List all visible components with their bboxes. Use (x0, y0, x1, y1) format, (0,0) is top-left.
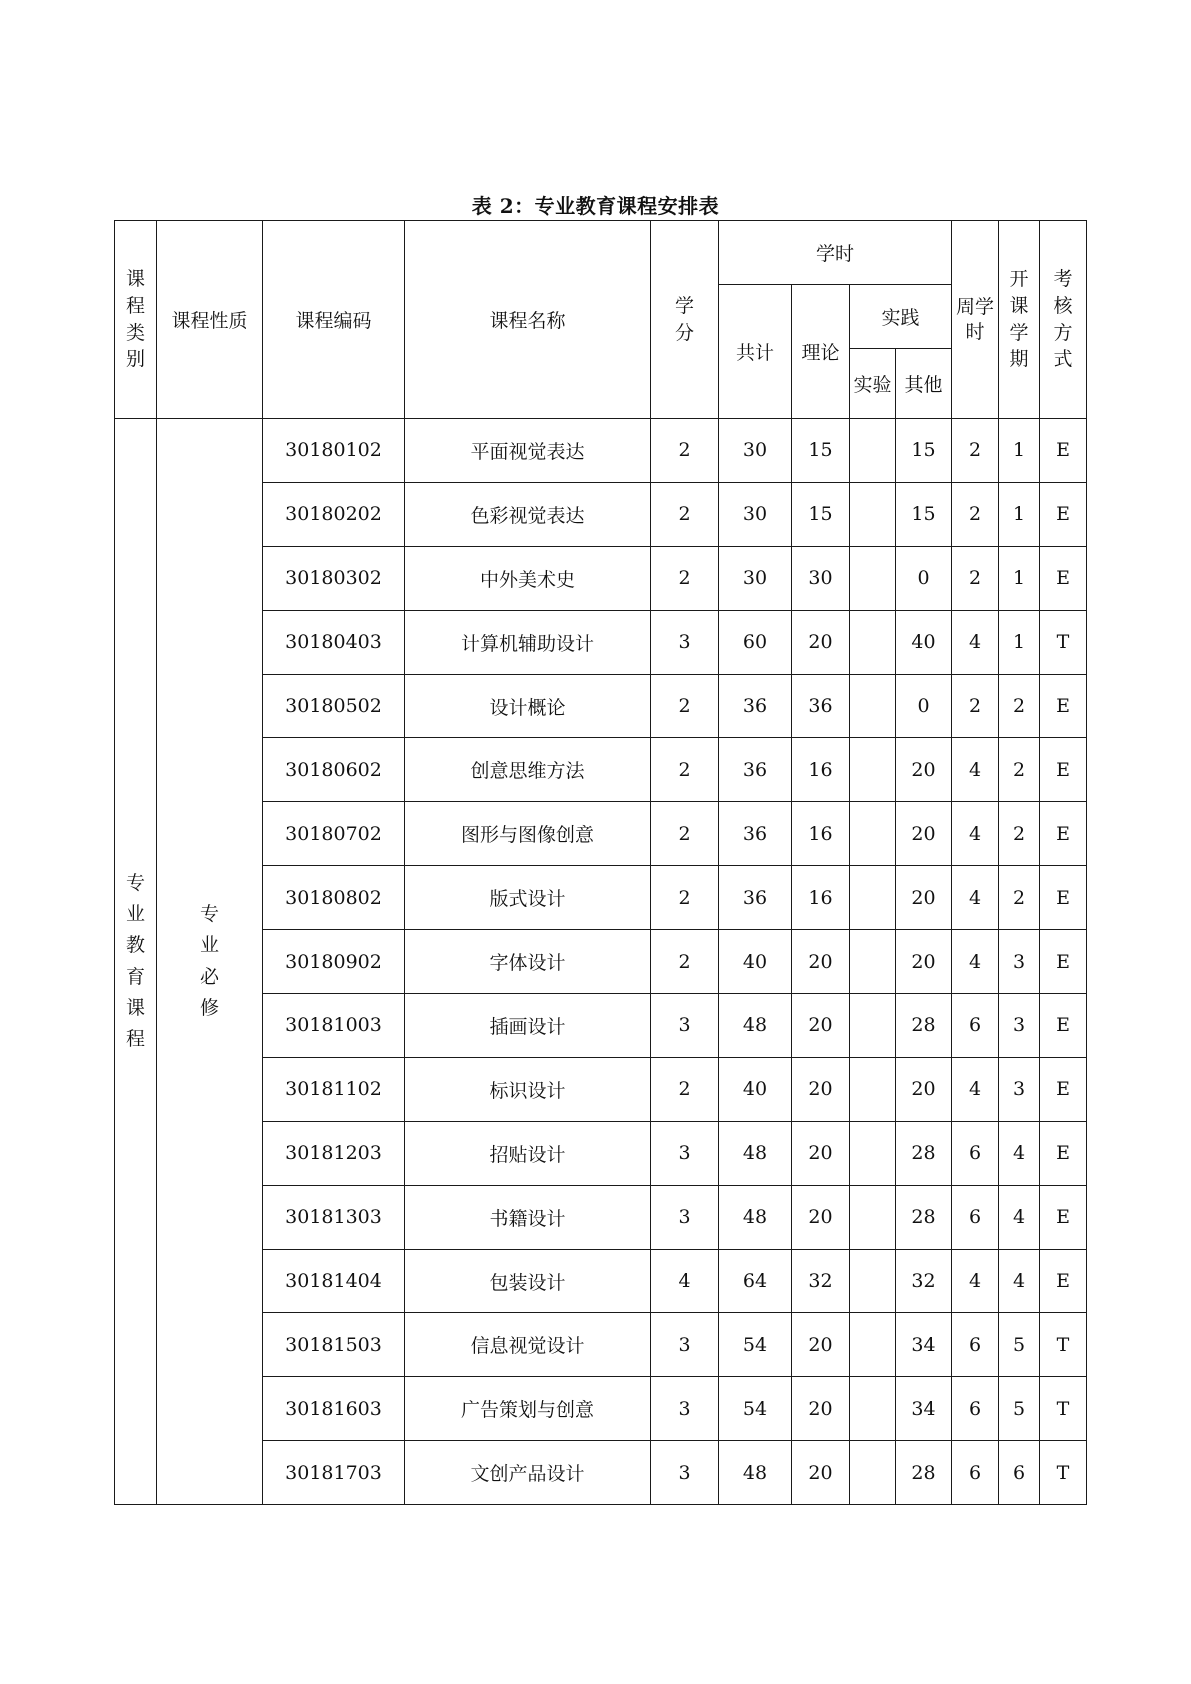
experiment-hours-cell (850, 1249, 896, 1313)
other-hours-cell: 20 (896, 930, 952, 994)
theory-hours-cell: 20 (792, 1313, 850, 1377)
semester-cell: 3 (999, 1057, 1040, 1121)
course-code-cell: 30180302 (263, 546, 405, 610)
experiment-hours-cell (850, 674, 896, 738)
semester-cell: 1 (999, 482, 1040, 546)
credit-cell: 2 (651, 419, 719, 483)
nature-cell: 专业必修 (157, 419, 263, 1505)
experiment-hours-cell (850, 738, 896, 802)
assessment-cell: T (1040, 1377, 1087, 1441)
weekly-hours-cell: 4 (952, 866, 999, 930)
course-code-cell: 30181603 (263, 1377, 405, 1441)
assessment-cell: E (1040, 1121, 1087, 1185)
other-hours-cell: 32 (896, 1249, 952, 1313)
other-hours-cell: 20 (896, 738, 952, 802)
other-hours-cell: 34 (896, 1377, 952, 1441)
course-code-cell: 30181003 (263, 994, 405, 1058)
semester-cell: 1 (999, 546, 1040, 610)
header-weekly: 周学时 (952, 221, 999, 419)
header-total: 共计 (719, 285, 792, 419)
experiment-hours-cell (850, 994, 896, 1058)
theory-hours-cell: 36 (792, 674, 850, 738)
credit-cell: 2 (651, 482, 719, 546)
credit-cell: 3 (651, 1377, 719, 1441)
theory-hours-cell: 32 (792, 1249, 850, 1313)
total-hours-cell: 36 (719, 674, 792, 738)
header-practice: 实践 (850, 285, 952, 349)
course-name-cell: 文创产品设计 (405, 1441, 651, 1505)
experiment-hours-cell (850, 802, 896, 866)
weekly-hours-cell: 6 (952, 994, 999, 1058)
credit-cell: 2 (651, 930, 719, 994)
total-hours-cell: 36 (719, 802, 792, 866)
table-title: 表 2：专业教育课程安排表 (471, 194, 720, 218)
total-hours-cell: 48 (719, 1441, 792, 1505)
course-code-cell: 30180403 (263, 610, 405, 674)
semester-cell: 5 (999, 1377, 1040, 1441)
other-hours-cell: 20 (896, 1057, 952, 1121)
experiment-hours-cell (850, 482, 896, 546)
weekly-hours-cell: 4 (952, 738, 999, 802)
course-name-cell: 平面视觉表达 (405, 419, 651, 483)
course-name-cell: 图形与图像创意 (405, 802, 651, 866)
other-hours-cell: 0 (896, 674, 952, 738)
course-name-cell: 书籍设计 (405, 1185, 651, 1249)
header-nature: 课程性质 (157, 221, 263, 419)
experiment-hours-cell (850, 610, 896, 674)
assessment-cell: T (1040, 1313, 1087, 1377)
assessment-cell: E (1040, 1185, 1087, 1249)
course-name-cell: 计算机辅助设计 (405, 610, 651, 674)
assessment-cell: E (1040, 866, 1087, 930)
assessment-cell: E (1040, 674, 1087, 738)
weekly-hours-cell: 2 (952, 419, 999, 483)
course-code-cell: 30181102 (263, 1057, 405, 1121)
assessment-cell: E (1040, 1057, 1087, 1121)
total-hours-cell: 48 (719, 1185, 792, 1249)
course-code-cell: 30181203 (263, 1121, 405, 1185)
other-hours-cell: 20 (896, 802, 952, 866)
credit-cell: 2 (651, 866, 719, 930)
other-hours-cell: 28 (896, 1185, 952, 1249)
header-hours: 学时 (719, 221, 952, 285)
total-hours-cell: 36 (719, 738, 792, 802)
header-theory: 理论 (792, 285, 850, 419)
other-hours-cell: 40 (896, 610, 952, 674)
course-name-cell: 包装设计 (405, 1249, 651, 1313)
theory-hours-cell: 20 (792, 610, 850, 674)
assessment-cell: E (1040, 994, 1087, 1058)
course-name-cell: 色彩视觉表达 (405, 482, 651, 546)
total-hours-cell: 64 (719, 1249, 792, 1313)
weekly-hours-cell: 4 (952, 930, 999, 994)
weekly-hours-cell: 6 (952, 1441, 999, 1505)
theory-hours-cell: 20 (792, 994, 850, 1058)
theory-hours-cell: 20 (792, 930, 850, 994)
experiment-hours-cell (850, 1441, 896, 1505)
credit-cell: 3 (651, 994, 719, 1058)
header-code: 课程编码 (263, 221, 405, 419)
theory-hours-cell: 20 (792, 1121, 850, 1185)
weekly-hours-cell: 2 (952, 482, 999, 546)
total-hours-cell: 48 (719, 994, 792, 1058)
course-name-cell: 广告策划与创意 (405, 1377, 651, 1441)
credit-cell: 3 (651, 1121, 719, 1185)
course-name-cell: 创意思维方法 (405, 738, 651, 802)
assessment-cell: T (1040, 610, 1087, 674)
credit-cell: 2 (651, 674, 719, 738)
other-hours-cell: 0 (896, 546, 952, 610)
theory-hours-cell: 16 (792, 866, 850, 930)
assessment-cell: E (1040, 482, 1087, 546)
semester-cell: 1 (999, 419, 1040, 483)
weekly-hours-cell: 4 (952, 1057, 999, 1121)
course-code-cell: 30180902 (263, 930, 405, 994)
theory-hours-cell: 20 (792, 1185, 850, 1249)
credit-cell: 2 (651, 738, 719, 802)
weekly-hours-cell: 2 (952, 546, 999, 610)
course-name-cell: 设计概论 (405, 674, 651, 738)
experiment-hours-cell (850, 1377, 896, 1441)
credit-cell: 2 (651, 1057, 719, 1121)
total-hours-cell: 40 (719, 1057, 792, 1121)
header-category: 课程类别 (115, 221, 157, 419)
total-hours-cell: 54 (719, 1377, 792, 1441)
semester-cell: 3 (999, 994, 1040, 1058)
semester-cell: 4 (999, 1249, 1040, 1313)
total-hours-cell: 30 (719, 482, 792, 546)
total-hours-cell: 30 (719, 419, 792, 483)
header-experiment: 实验 (850, 349, 896, 419)
theory-hours-cell: 16 (792, 738, 850, 802)
assessment-cell: E (1040, 419, 1087, 483)
course-name-cell: 版式设计 (405, 866, 651, 930)
other-hours-cell: 34 (896, 1313, 952, 1377)
course-code-cell: 30180702 (263, 802, 405, 866)
semester-cell: 2 (999, 674, 1040, 738)
semester-cell: 2 (999, 802, 1040, 866)
semester-cell: 1 (999, 610, 1040, 674)
course-code-cell: 30180102 (263, 419, 405, 483)
other-hours-cell: 15 (896, 419, 952, 483)
course-code-cell: 30181404 (263, 1249, 405, 1313)
course-code-cell: 30180602 (263, 738, 405, 802)
category-cell: 专业教育课程 (115, 419, 157, 1505)
theory-hours-cell: 15 (792, 419, 850, 483)
course-name-cell: 中外美术史 (405, 546, 651, 610)
course-code-cell: 30180502 (263, 674, 405, 738)
experiment-hours-cell (850, 1057, 896, 1121)
experiment-hours-cell (850, 419, 896, 483)
course-code-cell: 30181503 (263, 1313, 405, 1377)
experiment-hours-cell (850, 866, 896, 930)
table-header (115, 221, 1087, 419)
other-hours-cell: 28 (896, 1441, 952, 1505)
other-hours-cell: 28 (896, 994, 952, 1058)
theory-hours-cell: 16 (792, 802, 850, 866)
credit-cell: 3 (651, 1441, 719, 1505)
weekly-hours-cell: 6 (952, 1185, 999, 1249)
course-name-cell: 标识设计 (405, 1057, 651, 1121)
course-schedule-table (114, 220, 1087, 1505)
theory-hours-cell: 30 (792, 546, 850, 610)
semester-cell: 5 (999, 1313, 1040, 1377)
semester-cell: 3 (999, 930, 1040, 994)
weekly-hours-cell: 4 (952, 1249, 999, 1313)
table-row (115, 419, 1087, 483)
header-semester: 开课学期 (999, 221, 1040, 419)
experiment-hours-cell (850, 930, 896, 994)
course-code-cell: 30180202 (263, 482, 405, 546)
assessment-cell: E (1040, 802, 1087, 866)
experiment-hours-cell (850, 546, 896, 610)
experiment-hours-cell (850, 1313, 896, 1377)
other-hours-cell: 28 (896, 1121, 952, 1185)
other-hours-cell: 15 (896, 482, 952, 546)
course-name-cell: 招贴设计 (405, 1121, 651, 1185)
assessment-cell: T (1040, 1441, 1087, 1505)
total-hours-cell: 60 (719, 610, 792, 674)
semester-cell: 2 (999, 738, 1040, 802)
weekly-hours-cell: 2 (952, 674, 999, 738)
assessment-cell: E (1040, 930, 1087, 994)
total-hours-cell: 54 (719, 1313, 792, 1377)
credit-cell: 2 (651, 546, 719, 610)
semester-cell: 4 (999, 1185, 1040, 1249)
total-hours-cell: 36 (719, 866, 792, 930)
header-assessment: 考核方式 (1040, 221, 1087, 419)
total-hours-cell: 40 (719, 930, 792, 994)
course-code-cell: 30180802 (263, 866, 405, 930)
course-name-cell: 字体设计 (405, 930, 651, 994)
header-credit: 学分 (651, 221, 719, 419)
other-hours-cell: 20 (896, 866, 952, 930)
semester-cell: 2 (999, 866, 1040, 930)
credit-cell: 3 (651, 610, 719, 674)
assessment-cell: E (1040, 1249, 1087, 1313)
weekly-hours-cell: 6 (952, 1121, 999, 1185)
course-name-cell: 信息视觉设计 (405, 1313, 651, 1377)
assessment-cell: E (1040, 546, 1087, 610)
theory-hours-cell: 20 (792, 1441, 850, 1505)
header-other: 其他 (896, 349, 952, 419)
course-code-cell: 30181303 (263, 1185, 405, 1249)
theory-hours-cell: 20 (792, 1057, 850, 1121)
experiment-hours-cell (850, 1121, 896, 1185)
weekly-hours-cell: 6 (952, 1313, 999, 1377)
table-body (115, 419, 1087, 1505)
credit-cell: 3 (651, 1185, 719, 1249)
credit-cell: 4 (651, 1249, 719, 1313)
header-name: 课程名称 (405, 221, 651, 419)
theory-hours-cell: 15 (792, 482, 850, 546)
course-name-cell: 插画设计 (405, 994, 651, 1058)
semester-cell: 4 (999, 1121, 1040, 1185)
credit-cell: 2 (651, 802, 719, 866)
total-hours-cell: 48 (719, 1121, 792, 1185)
experiment-hours-cell (850, 1185, 896, 1249)
total-hours-cell: 30 (719, 546, 792, 610)
credit-cell: 3 (651, 1313, 719, 1377)
weekly-hours-cell: 4 (952, 802, 999, 866)
assessment-cell: E (1040, 738, 1087, 802)
theory-hours-cell: 20 (792, 1377, 850, 1441)
semester-cell: 6 (999, 1441, 1040, 1505)
weekly-hours-cell: 4 (952, 610, 999, 674)
weekly-hours-cell: 6 (952, 1377, 999, 1441)
course-code-cell: 30181703 (263, 1441, 405, 1505)
